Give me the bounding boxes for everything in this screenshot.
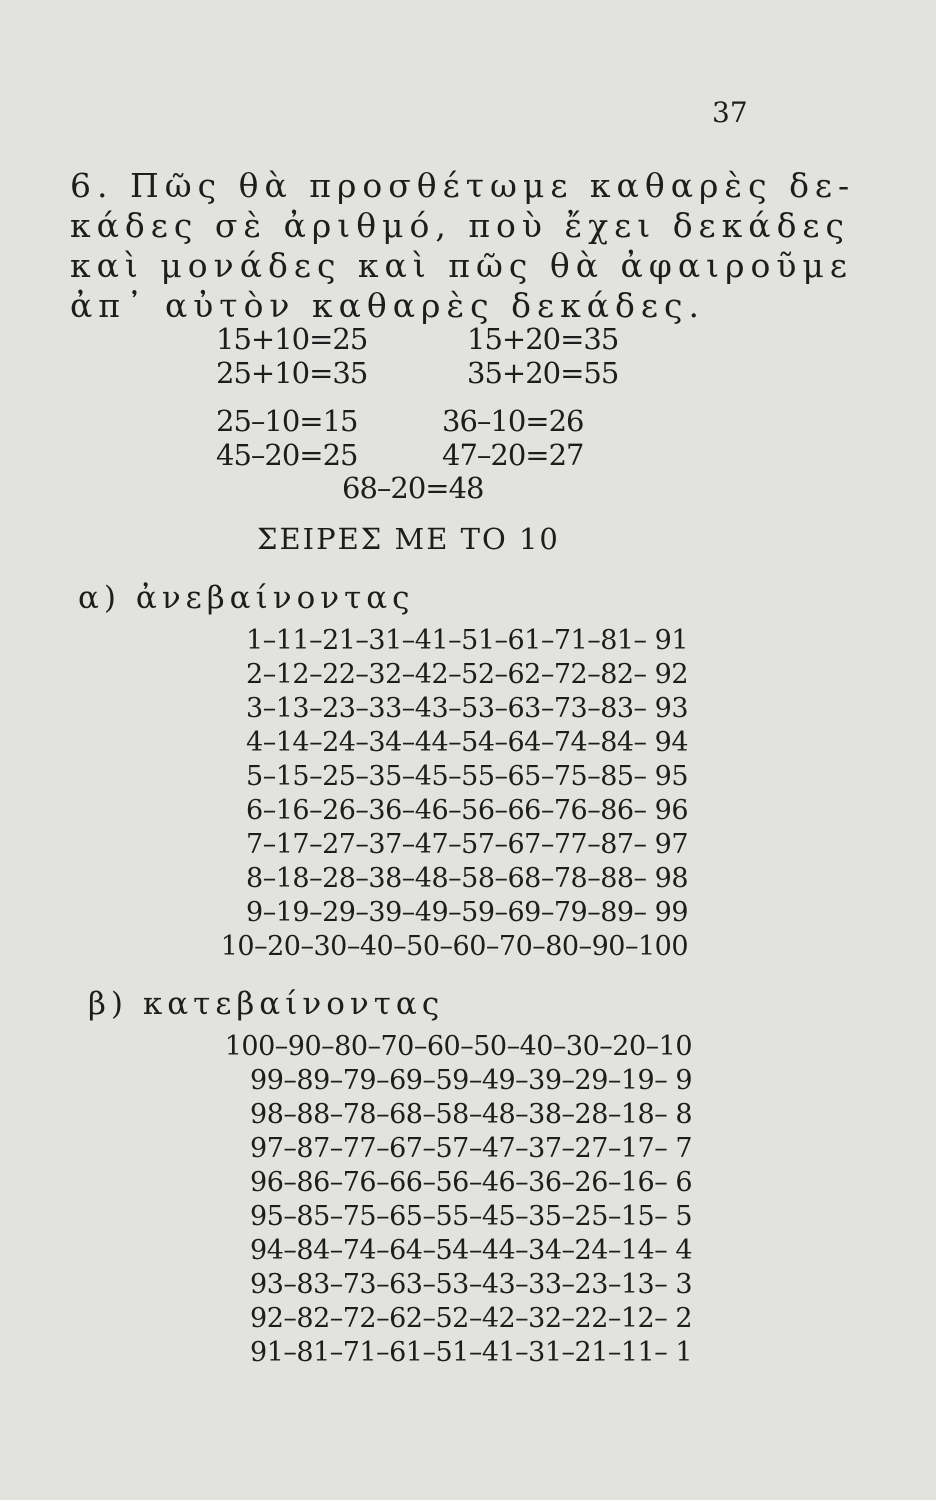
series-row: 10–20–30–40–50–60–70–80–90–100 xyxy=(220,931,688,962)
ascending-series xyxy=(168,624,688,964)
example-equation: 15+20=35 xyxy=(467,322,619,356)
intro-line: καὶ μονάδες καὶ πῶς θὰ ἀφαιροῦμε xyxy=(70,246,853,285)
page-number: 37 xyxy=(712,96,748,129)
series-row: 93–83–73–63–53–43–33–23–13– 3 xyxy=(250,1269,692,1300)
intro-line: 6. Πῶς θὰ προσθέτωμε καθαρὲς δε- xyxy=(70,166,856,205)
series-row: 6–16–26–36–46–56–66–76–86– 96 xyxy=(246,795,688,826)
series-row: 91–81–71–61–51–41–31–21–11– 1 xyxy=(250,1337,692,1368)
series-row: 5–15–25–35–45–55–65–75–85– 95 xyxy=(246,761,688,792)
series-row: 98–88–78–68–58–48–38–28–18– 8 xyxy=(250,1099,692,1130)
series-row: 92–82–72–62–52–42–32–22–12– 2 xyxy=(250,1303,692,1334)
example-equation: 25–10=15 xyxy=(216,404,358,438)
example-equation: 15+10=25 xyxy=(216,322,368,356)
series-row: 99–89–79–69–59–49–39–29–19– 9 xyxy=(250,1065,692,1096)
series-row: 94–84–74–64–54–44–34–24–14– 4 xyxy=(250,1235,692,1266)
series-row: 3–13–23–33–43–53–63–73–83– 93 xyxy=(246,693,688,724)
example-equation: 68–20=48 xyxy=(342,471,484,505)
ascending-heading: α) ἀνεβαίνοντας xyxy=(78,580,415,616)
example-equation: 47–20=27 xyxy=(442,438,584,472)
series-row: 9–19–29–39–49–59–69–79–89– 99 xyxy=(246,897,688,928)
intro-line: κάδες σὲ ἀριθμό, ποὺ ἔχει δεκάδες xyxy=(70,206,851,245)
series-row: 1–11–21–31–41–51–61–71–81– 91 xyxy=(246,625,688,656)
example-equation: 35+20=55 xyxy=(467,356,619,390)
series-row: 95–85–75–65–55–45–35–25–15– 5 xyxy=(250,1201,692,1232)
intro-line: ἀπ᾿ αὐτὸν καθαρὲς δεκάδες. xyxy=(70,286,705,325)
series-row: 100–90–80–70–60–50–40–30–20–10 xyxy=(224,1031,692,1062)
series-row: 2–12–22–32–42–52–62–72–82– 92 xyxy=(246,659,688,690)
descending-heading: β) κατεβαίνοντας xyxy=(88,986,445,1022)
example-equation: 25+10=35 xyxy=(216,356,368,390)
series-row: 96–86–76–66–56–46–36–26–16– 6 xyxy=(250,1167,692,1198)
series-row: 4–14–24–34–44–54–64–74–84– 94 xyxy=(246,727,688,758)
example-equation: 36–10=26 xyxy=(442,404,584,438)
example-equation: 45–20=25 xyxy=(216,438,358,472)
series-row: 7–17–27–37–47–57–67–77–87– 97 xyxy=(246,829,688,860)
series-row: 8–18–28–38–48–58–68–78–88– 98 xyxy=(246,863,688,894)
section-title: ΣΕΙΡΕΣ ΜΕ ΤΟ 10 xyxy=(257,522,560,556)
series-row: 97–87–77–67–57–47–37–27–17– 7 xyxy=(250,1133,692,1164)
intro-paragraph xyxy=(70,166,856,326)
descending-series xyxy=(172,1030,692,1370)
